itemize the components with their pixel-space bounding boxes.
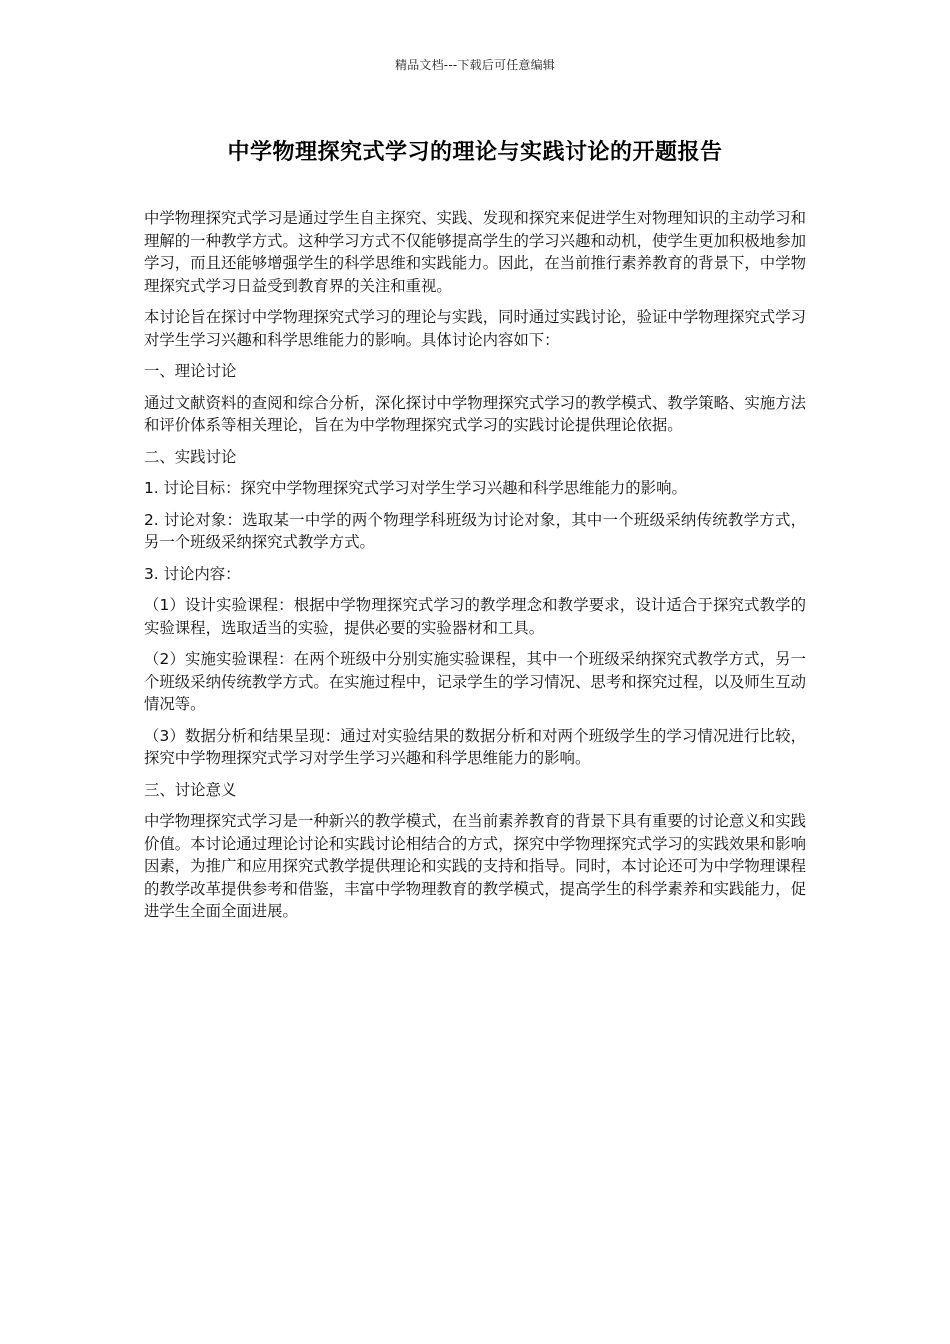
section-heading-practice: 二、实践讨论 [144, 447, 237, 466]
document-body [144, 207, 806, 932]
paragraph-subjects: 2. 讨论对象：选取某一中学的两个物理学科班级为讨论对象，其中一个班级采纳传统教学方式，另一个班级采纳探究式教学方式。 [144, 510, 806, 551]
paragraph-implementation: （2）实施实验课程：在两个班级中分别实施实验课程，其中一个班级采纳探究式教学方式，另一个班级采纳传统教学方式。在实施过程中，记录学生的学习情况、思考和探究过程，以及师生互动情况等。 [144, 650, 806, 713]
header-note: 精品文档---下载后可任意编辑 [395, 58, 555, 72]
paragraph-intro: 中学物理探究式学习是通过学生自主探究、实践、发现和探究来促进学生对物理知识的主动学习和理解的一种教学方式。这种学习方式不仅能够提高学生的学习兴趣和动机，使学生更加积极地参加学习，而且还能够增强学生的科学思维和实践能力。因此，在当前推行素养教育的背景下，中学物理探究式学习日益受到教育界的关注和重视。 [144, 209, 806, 295]
paragraph-content-heading: 3. 讨论内容： [144, 564, 241, 583]
paragraph-goal: 1. 讨论目标：探究中学物理探究式学习对学生学习兴趣和科学思维能力的影响。 [144, 479, 687, 497]
paragraph-significance: 中学物理探究式学习是一种新兴的教学模式，在当前素养教育的背景下具有重要的讨论意义和实践价值。本讨论通过理论讨论和实践讨论相结合的方式，探究中学物理探究式学习的实践效果和影响因素，为推广和应用探究式教学提供理论和实践的支持和指导。同时，本讨论还可为中学物理课程的教学改革提供参考和借鉴，丰富中学物理教育的教学模式，提高学生的科学素养和实践能力，促进学生全面全面进展。 [144, 812, 806, 920]
paragraph-analysis: （3）数据分析和结果呈现：通过对实验结果的数据分析和对两个班级学生的学习情况进行比较，探究中学物理探究式学习对学生学习兴趣和科学思维能力的影响。 [144, 726, 806, 767]
paragraph-design: （1）设计实验课程：根据中学物理探究式学习的教学理念和教学要求，设计适合于探究式教学的实验课程，选取适当的实验，提供必要的实验器材和工具。 [144, 596, 806, 637]
section-heading-significance: 三、讨论意义 [144, 780, 237, 799]
document-title: 中学物理探究式学习的理论与实践讨论的开题报告 [227, 140, 723, 165]
paragraph-purpose: 本讨论旨在探讨中学物理探究式学习的理论与实践，同时通过实践讨论，验证中学物理探究式学习对学生学习兴趣和科学思维能力的影响。具体讨论内容如下： [144, 308, 806, 349]
section-heading-theory: 一、理论讨论 [144, 362, 237, 380]
paragraph-theory: 通过文献资料的查阅和综合分析，深化探讨中学物理探究式学习的教学模式、教学策略、实施方法和评价体系等相关理论，旨在为中学物理探究式学习的实践讨论提供理论依据。 [144, 393, 806, 434]
